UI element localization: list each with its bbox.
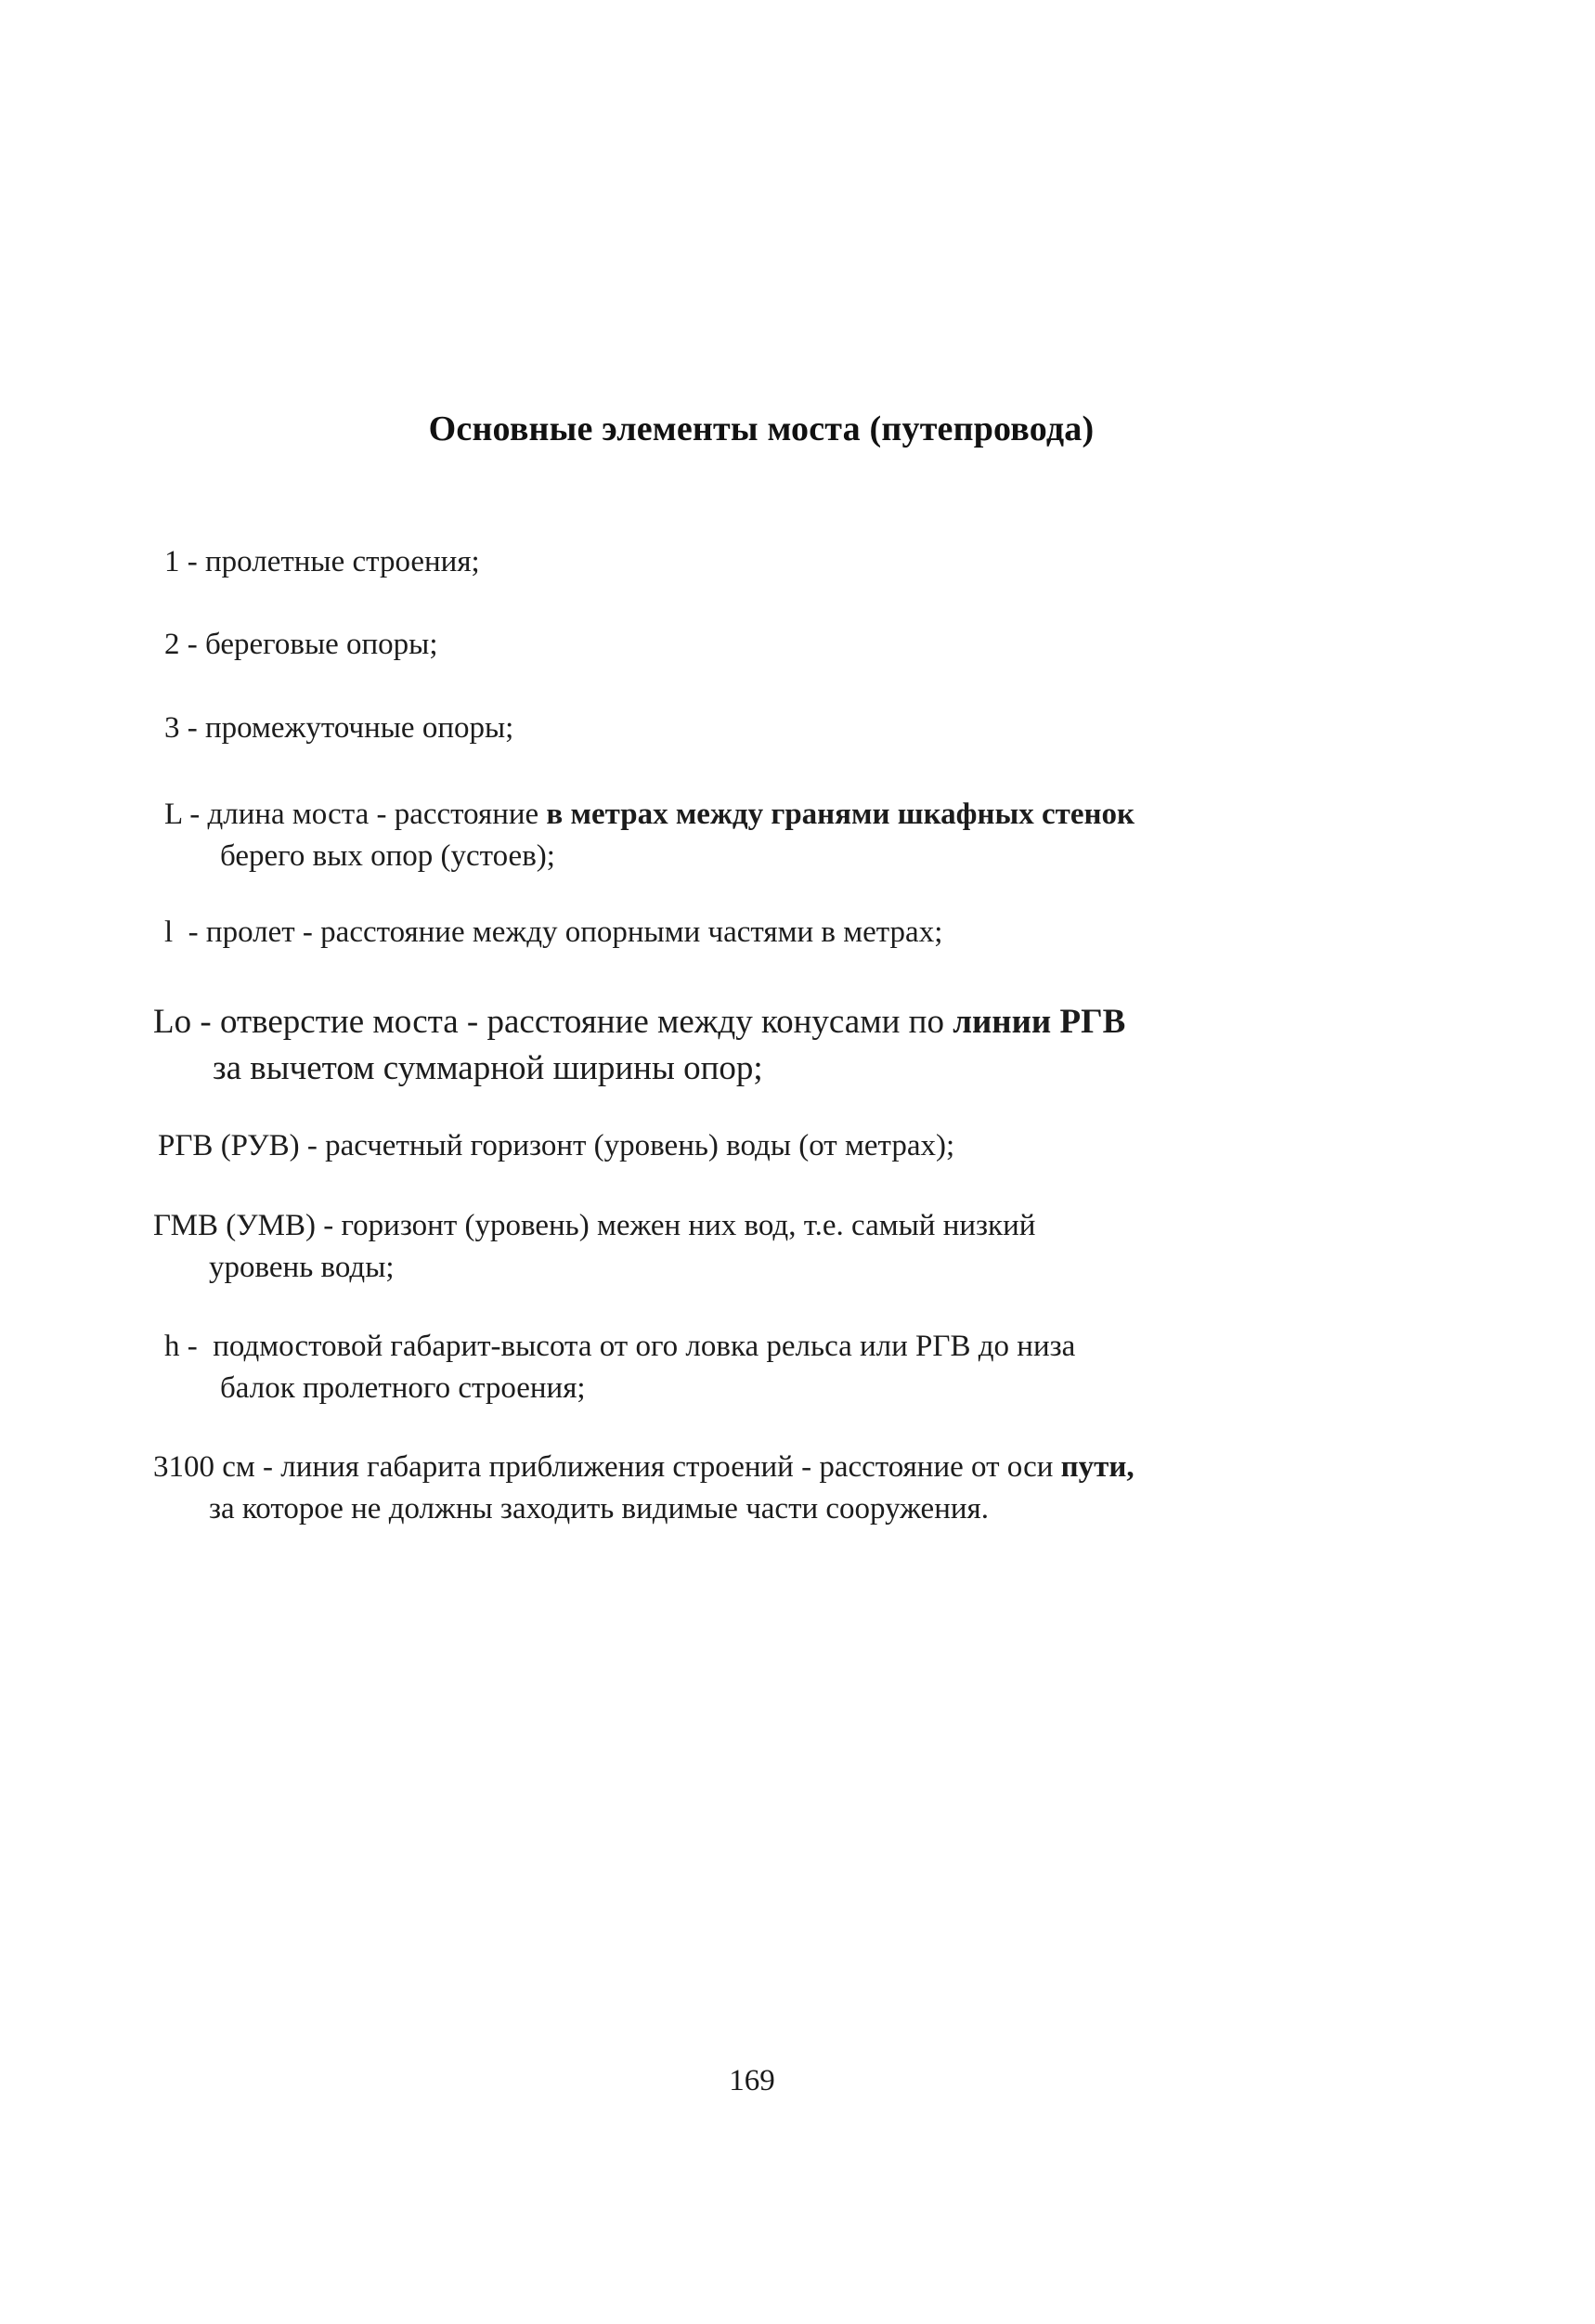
list-item: 3 - промежуточные опоры; bbox=[164, 711, 514, 745]
list-item: РГВ (РУВ) - расчетный горизонт (уровень) воды (от метрах); bbox=[158, 1129, 955, 1162]
page-title: Основные элементы моста (путепровода) bbox=[428, 409, 1095, 448]
list-item: l - пролет - расстояние между опорными частями в метрах; bbox=[164, 915, 943, 949]
entry-continuation: балок пролетного строения; bbox=[220, 1371, 586, 1405]
entry-definition-bold: линии РГВ bbox=[953, 1003, 1126, 1041]
entry-definition: длина моста - расстояние bbox=[207, 798, 547, 831]
entry-term: 1 bbox=[164, 545, 180, 578]
entry-term: 2 bbox=[164, 628, 180, 661]
entry-term: Lo bbox=[153, 1003, 192, 1041]
entry-continuation: берего вых опор (устоев); bbox=[220, 839, 555, 873]
list-item: h - подмостовой габарит-высота от ого ловка рельса или РГВ до низа балок пролетного строения; bbox=[164, 1326, 1075, 1409]
entry-term: 3100 см bbox=[153, 1450, 255, 1484]
entry-term: l bbox=[164, 915, 174, 949]
list-item: 1 - пролетные строения; bbox=[164, 545, 480, 578]
entry-term: РГВ (РУВ) bbox=[158, 1129, 300, 1162]
entry-definition: промежуточные опоры; bbox=[205, 711, 514, 745]
entry-term: ГМВ (УМВ) bbox=[153, 1209, 316, 1242]
entry-definition: подмостовой габарит-высота от ого ловка рельса или РГВ до низа bbox=[213, 1330, 1076, 1363]
list-item: L - длина моста - расстояние в метрах между гранями шкафных стенок берего вых опор (устоев); bbox=[164, 794, 1135, 877]
entry-definition: расчетный горизонт (уровень) воды (от метрах); bbox=[325, 1129, 955, 1162]
entry-term: 3 bbox=[164, 711, 180, 745]
entry-definition: пролет - расстояние между опорными частями в метрах; bbox=[205, 915, 943, 949]
list-item: ГМВ (УМВ) - горизонт (уровень) межен них вод, т.е. самый низкий уровень воды; bbox=[153, 1205, 1035, 1289]
page-number: 169 bbox=[729, 2064, 775, 2097]
list-item: 3100 см - линия габарита приближения строений - расстояние от оси пути, за которое не должны заходить видимые части сооружения. bbox=[153, 1447, 1135, 1530]
entry-continuation: уровень воды; bbox=[209, 1251, 395, 1284]
entry-definition: горизонт (уровень) межен них вод, т.е. самый низкий bbox=[341, 1209, 1036, 1242]
entry-continuation: за вычетом суммарной ширины опор; bbox=[213, 1049, 763, 1087]
entry-definition: береговые опоры; bbox=[205, 628, 438, 661]
list-item: 2 - береговые опоры; bbox=[164, 628, 438, 661]
entry-definition-bold: пути, bbox=[1060, 1450, 1135, 1484]
entry-continuation: за которое не должны заходить видимые части сооружения. bbox=[209, 1492, 989, 1526]
entry-definition-bold: в метрах между гранями шкафных стенок bbox=[546, 798, 1135, 831]
entry-term: h bbox=[164, 1330, 180, 1363]
entry-definition: пролетные строения; bbox=[205, 545, 480, 578]
entry-term: L bbox=[164, 798, 182, 831]
list-item: Lo - отверстие моста - расстояние между конусами по линии РГВ за вычетом суммарной ширины опор; bbox=[153, 999, 1125, 1092]
entry-definition: линия габарита приближения строений - расстояние от оси bbox=[280, 1450, 1061, 1484]
entry-definition: отверстие моста - расстояние между конусами по bbox=[219, 1003, 953, 1041]
